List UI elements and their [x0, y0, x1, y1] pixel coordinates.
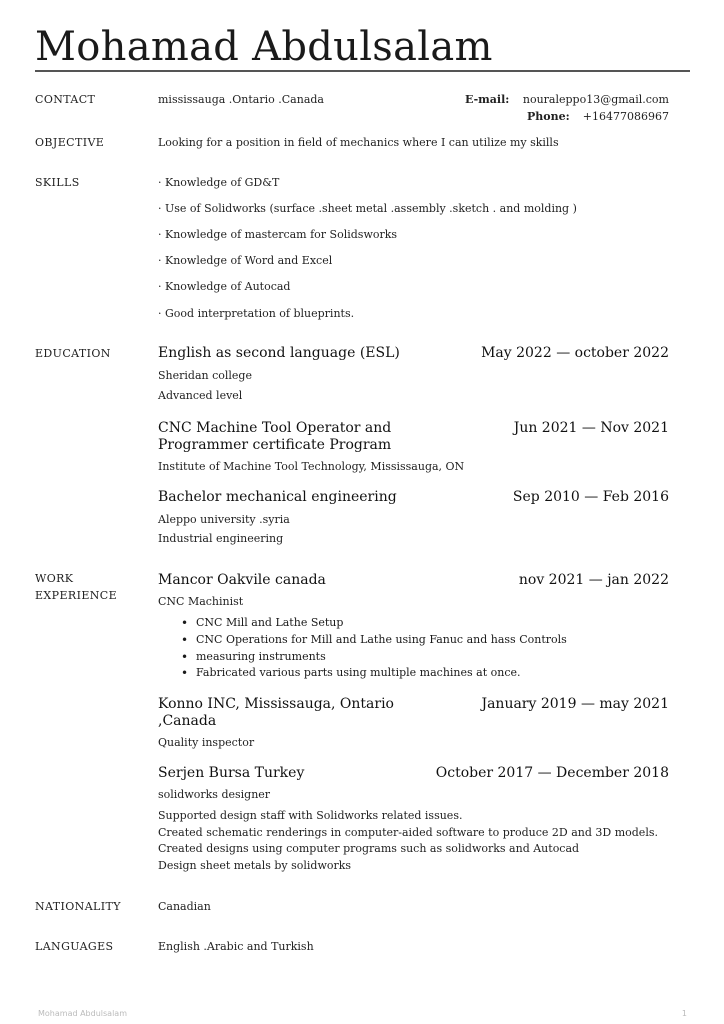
header-rule	[35, 70, 690, 72]
list-item: • CNC Mill and Lathe Setup	[178, 615, 567, 632]
section-label-work: WORK	[35, 572, 74, 585]
education-title: Bachelor mechanical engineering	[158, 489, 397, 505]
skill-item: · Knowledge of Autocad	[158, 280, 291, 293]
skill-item: · Knowledge of mastercam for Solidsworks	[158, 228, 398, 241]
phone-value[interactable]: +16477086967	[582, 110, 669, 123]
job-role: Quality inspector	[158, 736, 255, 749]
job-title: Mancor Oakvile canada	[158, 572, 326, 588]
contact-location: mississauga .Ontario .Canada	[158, 93, 324, 106]
education-detail: Institute of Machine Tool Technology, Mississauga, ON	[158, 460, 465, 473]
section-label-skills: SKILLS	[35, 176, 80, 189]
skill-item: · Use of Solidworks (surface .sheet metal .assembly .sketch . and molding )	[158, 202, 577, 215]
education-detail: Industrial engineering	[158, 532, 284, 545]
education-detail: Aleppo university .syria	[158, 513, 290, 526]
section-label-objective: OBJECTIVE	[35, 136, 105, 149]
job-date: nov 2021 — jan 2022	[518, 572, 669, 588]
languages-value: English .Arabic and Turkish	[158, 940, 314, 953]
job-detail: Supported design staff with Solidworks related issues.	[158, 809, 463, 822]
email-value[interactable]: nouraleppo13@gmail.com	[522, 93, 669, 106]
education-detail: Advanced level	[158, 389, 243, 402]
skill-item: · Knowledge of Word and Excel	[158, 254, 333, 267]
job-date: January 2019 — may 2021	[481, 696, 669, 712]
page-number: 1	[681, 1009, 687, 1018]
objective-text: Looking for a position in field of mechanics where I can utilize my skills	[158, 136, 559, 149]
footer-name: Mohamad Abdulsalam	[38, 1009, 127, 1018]
job-detail: Created designs using computer programs such as solidworks and Autocad	[158, 842, 580, 855]
education-date: Sep 2010 — Feb 2016	[512, 489, 669, 505]
job-bullet-list	[178, 615, 567, 682]
job-title-continued: ,Canada	[158, 713, 217, 729]
list-item: • CNC Operations for Mill and Lathe using Fanuc and hass Controls	[178, 632, 567, 649]
section-label-education: EDUCATION	[35, 347, 111, 360]
skill-item: · Good interpretation of blueprints.	[158, 307, 355, 320]
list-item: • measuring instruments	[178, 649, 567, 666]
resume-name: Mohamad Abdulsalam	[35, 24, 493, 70]
skill-item: · Knowledge of GD&T	[158, 176, 280, 189]
phone-label: Phone:	[527, 110, 570, 123]
section-label-nationality: NATIONALITY	[35, 900, 121, 913]
education-title: English as second language (ESL)	[158, 345, 400, 361]
job-role: CNC Machinist	[158, 595, 244, 608]
job-detail: Created schematic renderings in computer-aided software to produce 2D and 3D models.	[158, 826, 658, 839]
job-title: Serjen Bursa Turkey	[158, 765, 305, 781]
job-role: solidworks designer	[158, 788, 271, 801]
nationality-value: Canadian	[158, 900, 211, 913]
education-title: CNC Machine Tool Operator and	[158, 420, 392, 436]
section-label-work-continued: EXPERIENCE	[35, 589, 118, 602]
education-title-continued: Programmer certificate Program	[158, 437, 392, 453]
section-label-languages: LANGUAGES	[35, 940, 114, 953]
job-title: Konno INC, Mississauga, Ontario	[158, 696, 394, 712]
education-detail: Sheridan college	[158, 369, 252, 382]
education-date: Jun 2021 — Nov 2021	[513, 420, 669, 436]
section-label-contact: CONTACT	[35, 93, 96, 106]
list-item: • Fabricated various parts using multiple machines at once.	[178, 665, 567, 682]
education-date: May 2022 — october 2022	[481, 345, 669, 361]
email-label: E-mail:	[465, 93, 510, 106]
job-detail: Design sheet metals by solidworks	[158, 859, 352, 872]
job-date: October 2017 — December 2018	[435, 765, 669, 781]
